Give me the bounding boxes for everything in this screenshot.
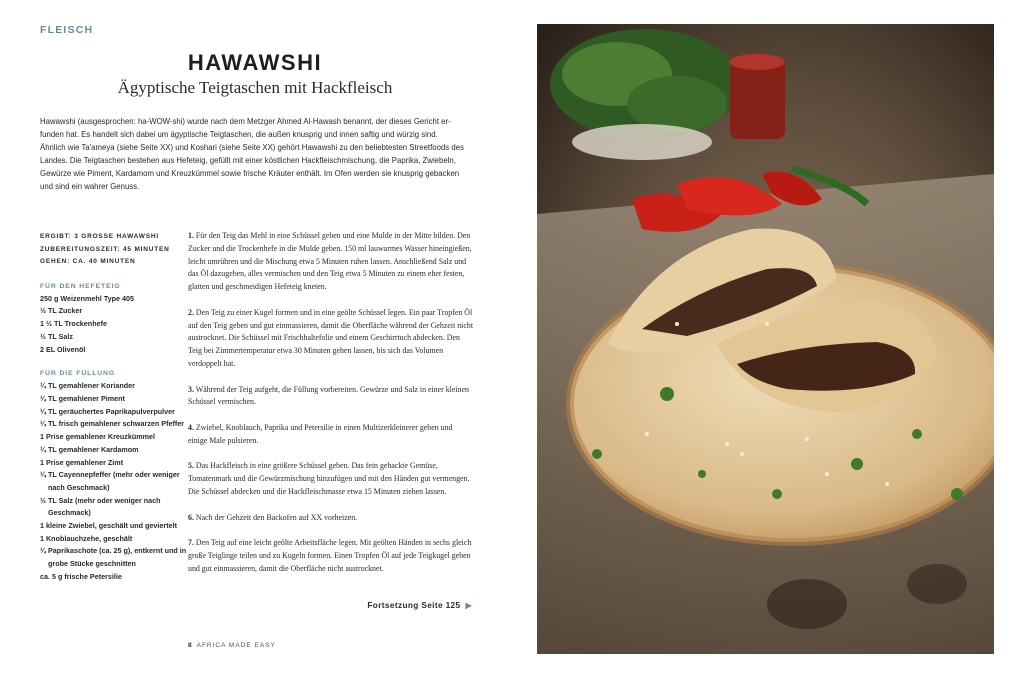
step [188,512,473,525]
step-number: 3. [188,384,194,394]
intro-line: und sind ein wahrer Genuss. [40,182,140,191]
step [188,307,473,371]
yield-info: ERGIBT: 3 GROSSE HAWAWSHI [40,233,159,240]
ingredient-item: 1 Knoblauchzehe, geschält [40,533,133,543]
step-number: 4. [188,422,194,432]
step-number: 6. [188,512,194,522]
intro-line: Gewürze wie Piment, Kardamom und Kreuzkümmel sowie frische Kräuter enthält. Im Ofen werden sie knusprig gebacken [40,169,460,178]
page-footer [188,642,276,649]
step-text: Für den Teig das Mehl in eine Schüssel geben und eine Mulde in der Mitte bilden. Den Zucker und die Trockenhefe in die Mulde geben. 150 ml lauwarmes Wasser hineingießen, leicht umrühren und die Mischung etwa 5 Minuten ruhen lassen. Anschließend Salz und das Öl dazugeben, alles vermischen und den Teig etwa 5 Minuten zu einem eher festen, glatten und geschmeidigen Hefeteig kneten. [188,231,472,292]
ingredient-item: 250 g Weizenmehl Type 405 [40,293,135,303]
triangle-right-icon: ▶ [465,601,472,610]
step-text: Nach der Gehzeit den Backofen auf XX vorheizen. [195,512,358,522]
ingredient-item: 1 Prise gemahlener Zimt [40,457,124,467]
hawawshi-photo-illustration [537,24,994,654]
ingredient-item: ¼ TL Cayennepfeffer (mehr oder weniger nach Geschmack) [40,470,180,492]
ingredient-item: ¼ TL gemahlener Kardamom [40,444,139,454]
recipe-subtitle: Ägyptische Teigtaschen mit Hackfleisch [117,78,393,97]
filling-ingredients [40,380,190,583]
ingredient-item: ¼ Paprikaschote (ca. 25 g), entkernt und in grobe Stücke geschnitten [40,546,187,569]
recipe-meta [40,231,190,584]
cook-time: GEHEN: CA. 40 MINUTEN [40,258,136,266]
continue-label: Fortsetzung Seite 125 [367,601,461,610]
step-text: Den Teig zu einer Kugel formen und in eine geölte Schüssel legen. Ein paar Tropfen Öl auf den Teig geben und gut einmassieren, damit die Oberfläche während der Gehzeit nicht austrocknet. Die Schüssel mit Frischhaltefolie und einem Geschirrtuch abdecken. Den Teig bei Zimmertemperatur etwa 30 Minuten gehen lassen, bis sich das Volumen verdoppelt hat. [188,307,474,368]
food-photo [537,24,994,654]
book-title: AFRICA MADE EASY [196,642,276,649]
ingredient-item: ¼ TL gemahlener Piment [40,394,125,403]
step-text: Während der Teig aufgeht, die Füllung vorbereiten. Gewürze und Salz in einer kleinen Schüssel vermischen. [188,384,469,407]
ingredient-item: ½ TL Salz [40,331,74,341]
ingredient-item: ¼ TL frisch gemahlener schwarzen Pfeffer [40,419,185,429]
instructions [188,230,473,588]
ingredient-item: ½ TL Zucker [40,306,83,316]
section-label: FLEISCH [40,24,94,36]
step-number: 7. [188,538,194,548]
intro-text [40,115,470,193]
recipe-title: HAWAWSHI [187,50,323,75]
step-text: Zwiebel, Knoblauch, Paprika und Petersilie in einen Multizerkleinerer geben und einige Male pulsieren. [188,422,453,445]
ingredient-item: 1 Prise gemahlener Kreuzkümmel [40,432,156,442]
step [188,460,473,498]
ingredient-item: 1 kleine Zwiebel, geschält und geviertelt [40,521,178,531]
step [188,230,473,294]
intro-line: Landes. Die Teigtaschen bestehen aus Hefeteig, gefüllt mit einer köstlichen Hackfleischmischung, die Paprika, Zwiebeln, [40,156,456,165]
step-text: Das Hackfleisch in eine größere Schüssel geben. Das fein gehackte Gemüse, Tomatenmark und die Gewürzmischung hinzufügen und mit den Händen gut vermengen. Die Schüssel abdecken und die Hackfleischmasse etwa 15 Minuten ziehen lassen. [188,461,470,496]
step-number: 2. [188,307,194,317]
intro-line: funden hat. Es handelt sich dabei um ägyptische Teigtaschen, die außen knusprig und innen saftig und würzig sind. [40,130,438,139]
prep-time: ZUBEREITUNGSZEIT: 45 MINUTEN [40,245,170,253]
step-number: 5. [188,461,194,471]
dough-ingredients [40,293,190,357]
step-number: 1. [188,231,194,240]
ingredient-item: ca. 5 g frische Petersilie [40,571,122,581]
intro-line: Hawawshi (ausgesprochen: ha-WOW-shi) wurde nach dem Metzger Ahmed Al-Hawash benannt, der dieses Gericht er- [40,117,451,126]
ingredient-item: ¼ TL gemahlener Koriander [40,381,135,391]
step [188,422,473,448]
dough-heading: FÜR DEN HEFETEIG [40,282,121,290]
filling-heading: FÜR DIE FÜLLUNG [40,370,116,378]
ingredient-item: ¼ TL geräuchertes Paprikapulverpulver [40,406,175,416]
continue-link[interactable] [320,601,472,610]
page-number: 8 [188,642,193,649]
step [188,537,473,575]
step [188,384,473,410]
step-text: Den Teig auf eine leicht geölte Arbeitsfläche legen. Mit geölten Händen in sechs gleich große Teiglinge teilen und zu Kugeln formen. Einen Tropfen Öl auf jede Teigkugel geben und gut einmassieren, damit die Oberfläche nicht austrocknet. [188,538,472,573]
ingredient-item: 1 ½ TL Trockenhefe [40,319,107,329]
intro-line: Ähnlich wie Ta'ameya (siehe Seite XX) und Koshari (siehe Seite XX) gehört Hawawshi zu den beliebtesten Streetfoods des [40,143,464,152]
ingredient-item: ½ TL Salz (mehr oder weniger nach Geschmack) [40,495,161,518]
ingredient-item: 2 EL Olivenöl [40,344,86,354]
